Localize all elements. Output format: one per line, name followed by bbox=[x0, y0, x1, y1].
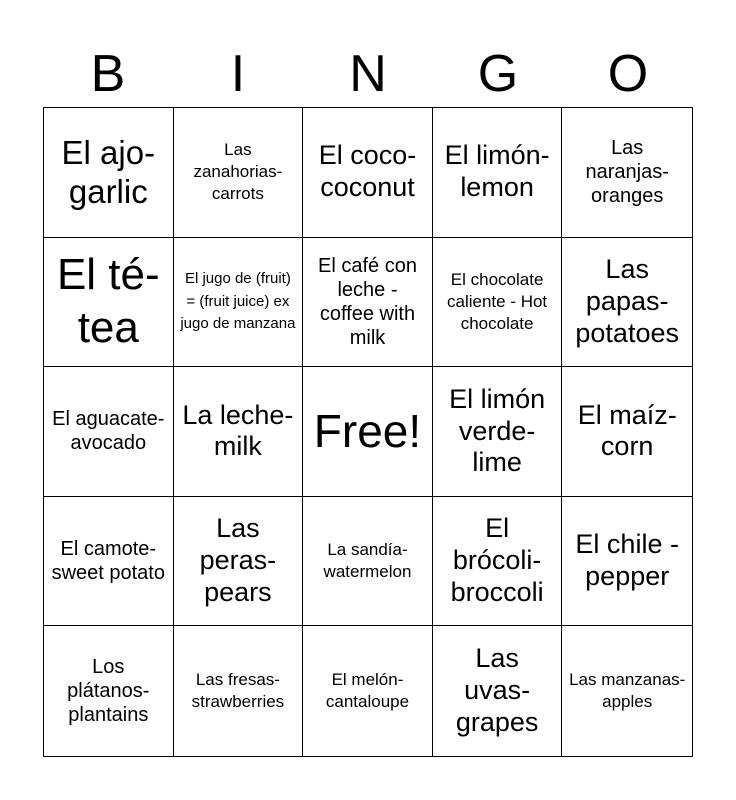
bingo-cell bbox=[44, 497, 174, 627]
cell-text: Las papas-potatoes bbox=[575, 254, 679, 348]
cell-text: El ajo-garlic bbox=[61, 133, 156, 211]
cell-text: El chocolate caliente - Hot chocolate bbox=[447, 269, 548, 333]
cell-text: Las fresas-strawberries bbox=[191, 670, 285, 712]
bingo-cell bbox=[174, 108, 304, 238]
cell-text: El limón-lemon bbox=[444, 140, 550, 203]
bingo-cell bbox=[44, 626, 174, 756]
header-letter-n: N bbox=[349, 45, 387, 103]
bingo-cell bbox=[562, 367, 692, 497]
bingo-cell bbox=[562, 626, 692, 756]
bingo-cell bbox=[174, 238, 304, 368]
header-letter-g: G bbox=[477, 45, 519, 103]
cell-text: El camote-sweet potato bbox=[51, 538, 165, 585]
bingo-cell bbox=[433, 238, 563, 368]
cell-text: El maíz-corn bbox=[577, 399, 677, 462]
cell-text: El jugo de (fruit) = (fruit juice) ex jugo de manzana bbox=[180, 270, 296, 333]
cell-text: El té-tea bbox=[56, 250, 160, 352]
cell-text: El limón verde-lime bbox=[449, 383, 546, 478]
header-letter-i: I bbox=[230, 45, 246, 103]
bingo-cell bbox=[44, 367, 174, 497]
cell-text: La leche-milk bbox=[182, 399, 294, 462]
bingo-cell bbox=[174, 497, 304, 627]
bingo-cell bbox=[303, 497, 433, 627]
bingo-cell bbox=[44, 108, 174, 238]
cell-text: Los plátanos-plantains bbox=[67, 656, 150, 727]
bingo-board bbox=[43, 107, 693, 757]
bingo-cell bbox=[174, 626, 304, 756]
bingo-cell bbox=[303, 108, 433, 238]
cell-text: El chile - pepper bbox=[575, 529, 679, 592]
bingo-header bbox=[43, 40, 693, 108]
bingo-cell bbox=[433, 497, 563, 627]
cell-text: Las zanahorias-carrots bbox=[193, 140, 283, 204]
bingo-cell bbox=[433, 367, 563, 497]
cell-text: Las uvas-grapes bbox=[455, 643, 539, 738]
bingo-cell bbox=[433, 626, 563, 756]
header-letter-b: B bbox=[90, 45, 126, 103]
bingo-cell bbox=[562, 238, 692, 368]
cell-text: Las manzanas-apples bbox=[569, 670, 686, 712]
bingo-cell bbox=[303, 238, 433, 368]
cell-text: Las naranjas-oranges bbox=[585, 137, 669, 208]
cell-text: El café con leche - coffee with milk bbox=[318, 254, 417, 349]
cell-text: La sandía-watermelon bbox=[323, 540, 412, 582]
bingo-cell bbox=[562, 108, 692, 238]
cell-text: El brócoli-broccoli bbox=[450, 513, 544, 608]
cell-text: Las peras-pears bbox=[199, 513, 277, 608]
bingo-cell bbox=[562, 497, 692, 627]
bingo-cell bbox=[433, 108, 563, 238]
bingo-cell bbox=[174, 367, 304, 497]
cell-text: El melón-cantaloupe bbox=[325, 670, 410, 712]
bingo-cell bbox=[303, 626, 433, 756]
bingo-cell bbox=[44, 238, 174, 368]
header-letter-o: O bbox=[607, 45, 649, 103]
free-space-cell bbox=[303, 367, 433, 497]
cell-text: El coco-coconut bbox=[318, 140, 417, 203]
free-space-text: Free! bbox=[313, 404, 422, 457]
cell-text: El aguacate-avocado bbox=[52, 408, 165, 455]
